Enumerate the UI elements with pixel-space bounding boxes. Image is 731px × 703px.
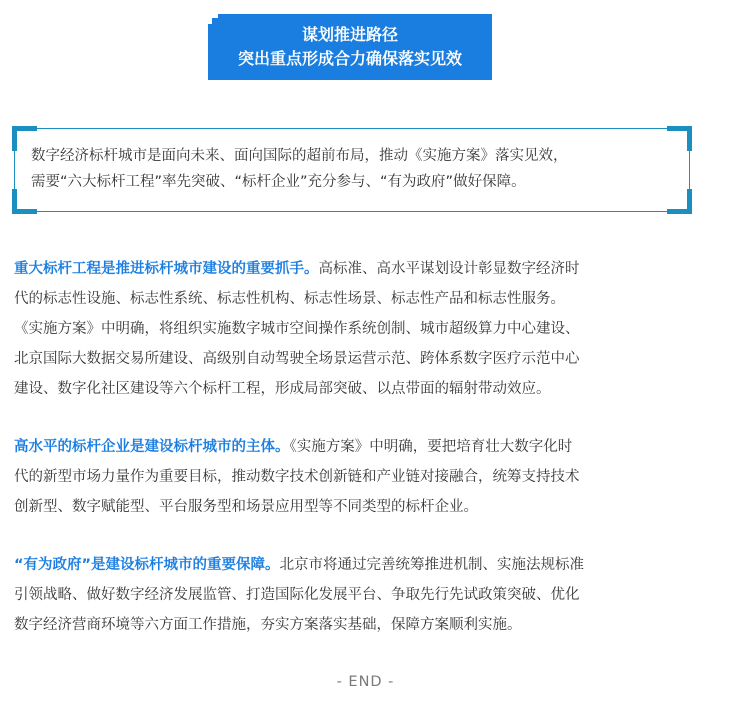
paragraph-lead: 重大标杆工程是推进标杆城市建设的重要抓手。 [14, 261, 319, 277]
summary-quote-box [14, 128, 690, 212]
banner-corner-decoration [208, 14, 218, 24]
paragraph-line [14, 432, 714, 462]
paragraph-line: 北京国际大数据交易所建设、高级别自动驾驶全场景运营示范、跨体系数字医疗示范中心 [14, 351, 580, 367]
paragraph-text: 《实施方案》中明确，要把培育壮大数字化时 [289, 439, 573, 455]
paragraph-lead: 高水平的标杆企业是建设标杆城市的主体。 [14, 439, 290, 455]
paragraph-line: 建设、数字化社区建设等六个标杆工程，形成局部突破、以点带面的辐射带动效应。 [14, 381, 551, 397]
frame-corner-bottom-right [667, 189, 692, 214]
paragraph-text: 北京市将通过完善统筹推进机制、实施法规标准 [279, 557, 585, 573]
paragraph-line [14, 550, 714, 580]
frame-corner-bottom-left [12, 189, 37, 214]
frame-corner-top-right [667, 126, 692, 151]
paragraph-line: 代的新型市场力量作为重要目标，推动数字技术创新链和产业链对接融合，统筹支持技术 [14, 469, 580, 485]
paragraph-line: 引领战略、做好数字经济发展监管、打造国际化发展平台、争取先行先试政策突破、优化 [14, 587, 580, 603]
frame-corner-top-left [12, 126, 37, 151]
paragraph-line: 数字经济营商环境等六方面工作措施，夯实方案落实基础，保障方案顺利实施。 [14, 617, 522, 633]
paragraph-line: 创新型、数字赋能型、平台服务型和场景应用型等不同类型的标杆企业。 [14, 499, 478, 515]
section-title-line1: 谋划推进路径 [301, 25, 398, 44]
section-title-line2: 突出重点形成合力确保落实见效 [237, 49, 462, 68]
summary-line: 需要“六大标杆工程”率先突破、“标杆企业”充分参与、“有为政府”做好保障。 [31, 174, 526, 190]
paragraph-government-guarantee [14, 550, 714, 640]
section-title-banner [208, 14, 492, 80]
paragraph-flagship-projects [14, 254, 714, 404]
end-marker: - END - [336, 674, 395, 690]
summary-text [31, 143, 673, 195]
paragraph-line: 代的标志性设施、标志性系统、标志性机构、标志性场景、标志性产品和标志性服务。 [14, 291, 565, 307]
paragraph-line [14, 254, 714, 284]
paragraph-lead: “有为政府”是建设标杆城市的重要保障。 [14, 557, 280, 573]
summary-line: 数字经济标杆城市是面向未来、面向国际的超前布局，推动《实施方案》落实见效， [31, 148, 568, 164]
paragraph-benchmark-enterprises [14, 432, 714, 522]
paragraph-text: 高标准、高水平谋划设计彰显数字经济时 [318, 261, 580, 277]
paragraph-line: 《实施方案》中明确，将组织实施数字城市空间操作系统创制、城市超级算力中心建设、 [14, 321, 580, 337]
